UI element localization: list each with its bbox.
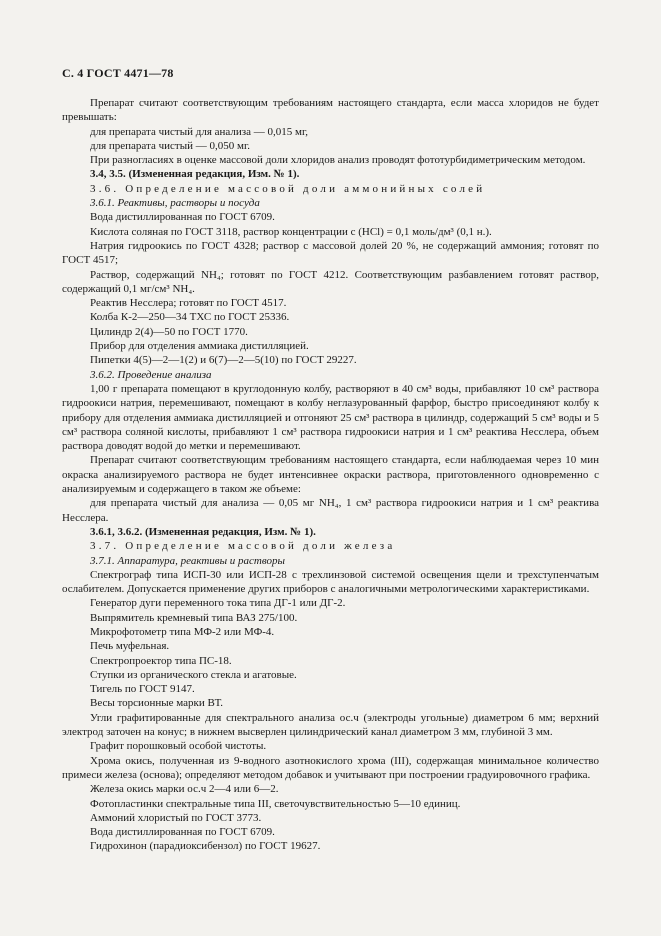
document-body [62, 96, 599, 854]
paragraph: Цилиндр 2(4)—50 по ГОСТ 1770. [90, 325, 248, 338]
paragraph: Колба К-2—250—34 ТХС по ГОСТ 25336. [90, 311, 290, 324]
paragraph: Препарат считают соответствующим требованиям настоящего стандарта, если масса хлоридов не будет превышать: [62, 97, 599, 124]
paragraph: Железа окись марки ос.ч 2—4 или 6—2. [90, 783, 279, 796]
paragraph: Пипетки 4(5)—2—1(2) и 6(7)—2—5(10) по ГОСТ 29227. [90, 354, 357, 367]
section-heading: 3.6. Определение массовой доли аммонийных солей [90, 182, 486, 195]
subsection-heading: 3.6.2. Проведение анализа [90, 368, 212, 381]
paragraph: Генератор дуги переменного тока типа ДГ-1 или ДГ-2. [90, 597, 346, 610]
paragraph: Хрома окись, полученная из 9-водного азотнокислого хрома (III), содержащая минимальное количество примеси железа (основа); определяют методом добавок и учитывают при построении градуировочного графика. [62, 754, 599, 781]
paragraph: При разногласиях в оценке массовой доли хлоридов анализ проводят фототурбидиметрическим методом. [90, 154, 586, 167]
page-header: С. 4 ГОСТ 4471—78 [62, 66, 174, 80]
paragraph: Печь муфельная. [90, 640, 170, 653]
paragraph: для препарата чистый для анализа — 0,05 мг NH₄, 1 см³ раствора гидроокиси натрия и 1 см³ реактива Несслера. [62, 497, 599, 524]
paragraph: Препарат считают соответствующим требованиям настоящего стандарта, если наблюдаемая через 10 мин окраска анализируемого раствора не будет интенсивнее окраски раствора, приготовленного одновременно с анализируемым и содержащего в таком же объеме: [62, 454, 599, 496]
paragraph: Аммоний хлористый по ГОСТ 3773. [90, 811, 262, 824]
paragraph: Реактив Несслера; готовят по ГОСТ 4517. [90, 297, 287, 310]
paragraph: Ступки из органического стекла и агатовые. [90, 668, 297, 681]
paragraph: Кислота соляная по ГОСТ 3118, раствор концентрации c (HCl) = 0,1 моль/дм³ (0,1 н.). [90, 225, 492, 238]
paragraph: Фотопластинки спектральные типа III, светочувствительностью 5—10 единиц. [90, 797, 461, 810]
paragraph: Вода дистиллированная по ГОСТ 6709. [90, 211, 275, 224]
paragraph: Прибор для отделения аммиака дистилляцией. [90, 340, 309, 353]
paragraph: для препарата чистый — 0,050 мг. [90, 139, 250, 152]
paragraph: Выпрямитель кремневый типа ВАЗ 275/100. [90, 611, 298, 624]
paragraph: для препарата чистый для анализа — 0,015 мг, [90, 125, 308, 138]
paragraph: Графит порошковый особой чистоты. [90, 740, 267, 753]
amendment-note: 3.4, 3.5. (Измененная редакция, Изм. № 1). [90, 168, 300, 181]
subsection-heading: 3.7.1. Аппаратура, реактивы и растворы [90, 554, 285, 567]
section-heading: 3.7. Определение массовой доли железа [90, 540, 396, 553]
paragraph: 1,00 г препарата помещают в круглодонную колбу, растворяют в 40 см³ воды, прибавляют 10 см³ раствора гидроокиси натрия, перемешивают, помещают в колбу неглазурованный фарфор, быстро присоединяют колбу к прибору для отделения аммиака дистилляцией и отгоняют 25 см³ раствора в цилиндр, содержащий 5 см³ воды и 5 см³ раствора соляной кислоты, прибавляют 1 см³ раствора гидроокиси натрия и 1 см³ реактива Несслера, объем раствора доводят водой до метки и перемешивают. [62, 382, 599, 453]
paragraph: Вода дистиллированная по ГОСТ 6709. [90, 826, 275, 839]
paragraph: Гидрохинон (парадиоксибензол) по ГОСТ 19627. [90, 840, 321, 853]
paragraph: Спектропроектор типа ПС-18. [90, 654, 232, 667]
paragraph: Микрофотометр типа МФ-2 или МФ-4. [90, 625, 275, 638]
paragraph: Тигель по ГОСТ 9147. [90, 683, 195, 696]
paragraph: Весы торсионные марки ВТ. [90, 697, 224, 710]
subsection-heading: 3.6.1. Реактивы, растворы и посуда [90, 197, 260, 210]
paragraph: Натрия гидроокись по ГОСТ 4328; раствор с массовой долей 20 %, не содержащий аммония; готовят по ГОСТ 4517; [62, 239, 599, 267]
paragraph: Угли графитированные для спектрального анализа ос.ч (электроды угольные) диаметром 6 мм; верхний электрод заточен на конус; в нижнем высверлен цилиндрический канал диаметром 3 мм, глубиной 3 мм. [62, 711, 599, 739]
amendment-note: 3.6.1, 3.6.2. (Измененная редакция, Изм. № 1). [90, 525, 316, 538]
paragraph: Спектрограф типа ИСП-30 или ИСП-28 с трехлинзовой системой освещения щели и трехступенчатым ослабителем. Допускается применение других приборов с аналогичными метрологическими характеристиками. [62, 568, 599, 596]
paragraph: Раствор, содержащий NH₄; готовят по ГОСТ 4212. Соответствующим разбавлением готовят раствор, содержащий 0,1 мг/см³ NH₄. [62, 268, 599, 295]
